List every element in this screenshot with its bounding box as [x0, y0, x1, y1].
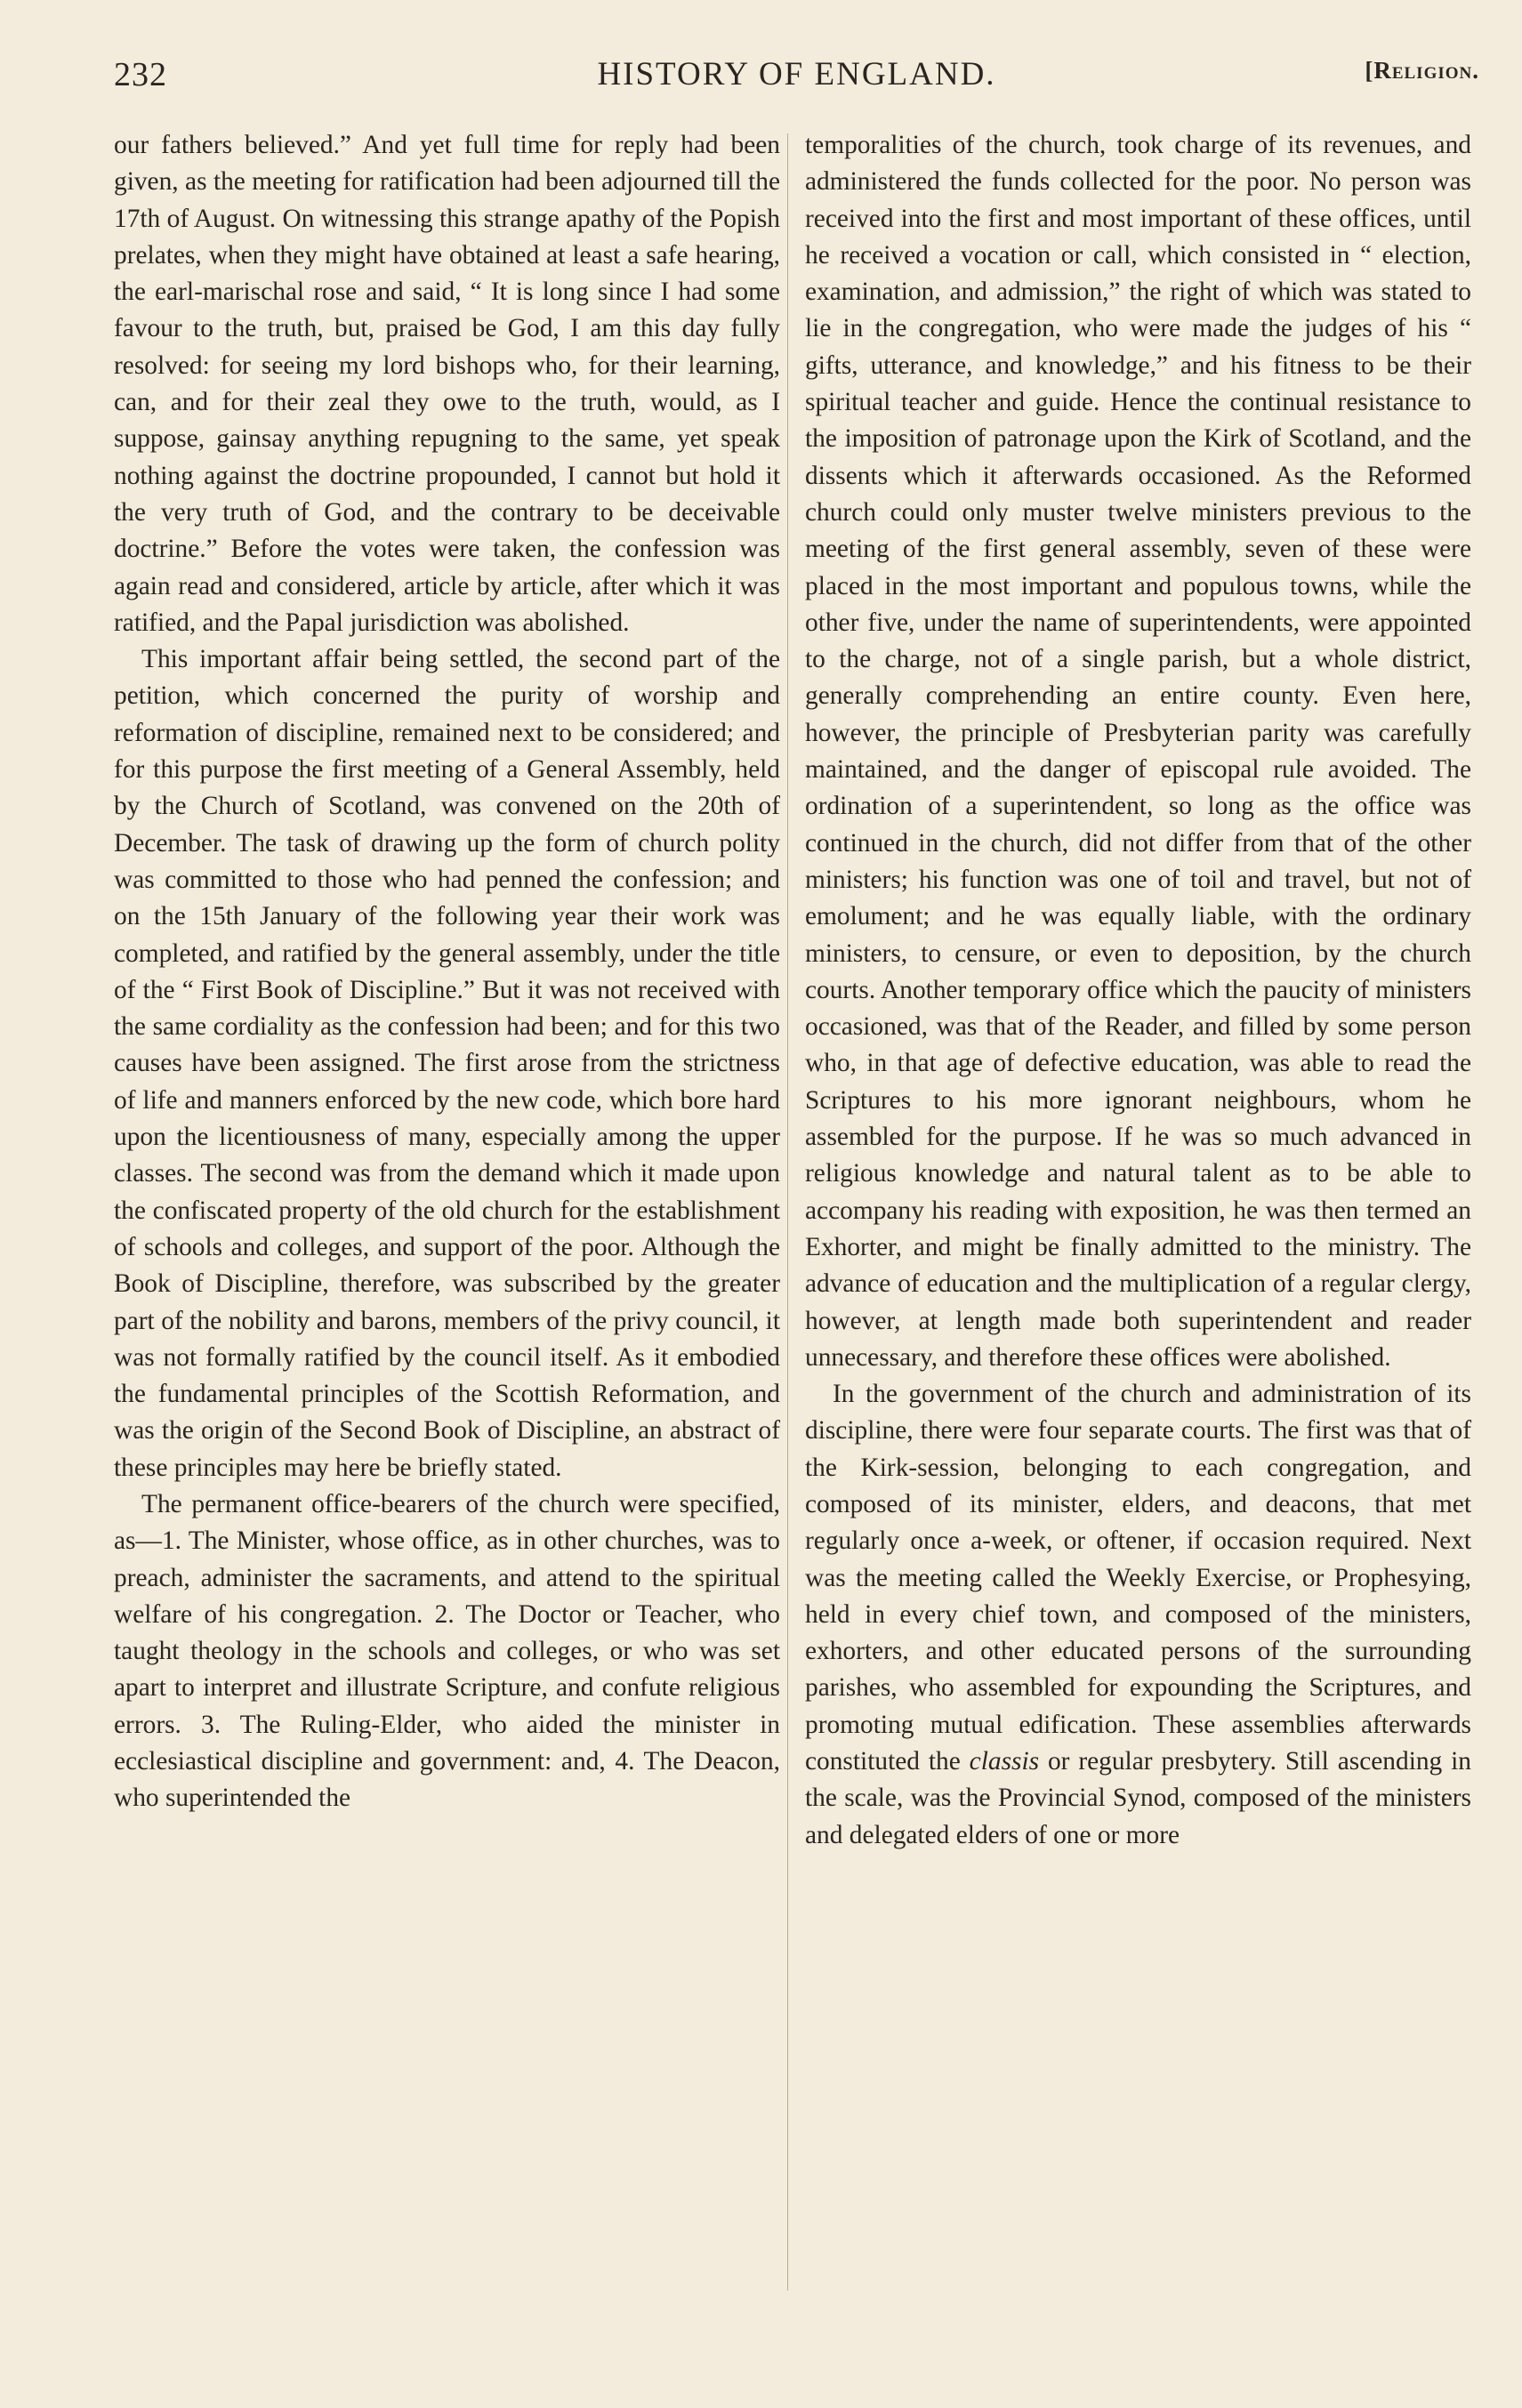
page-header [114, 55, 1479, 109]
paragraph [805, 1376, 1471, 1854]
paragraph: The permanent office-bearers of the church were specified, as—1. The Minister, whose office, as in other churches, was to preach, administer the sacraments, and attend to the spiritual welfare of his congregation. 2. The Doctor or Teacher, who taught theology in the schools and colleges, or who was set apart to interpret and illustrate Scripture, and confute religious errors. 3. The Ruling-Elder, who aided the minister in ecclesiastical discipline and government: and, 4. The Deacon, who superintended the [114, 1489, 780, 1813]
paragraph: This important affair being settled, the second part of the petition, which concerned the purity of worship and reformation of discipline, remained next to be considered; and for this purpose the first meeting of a General Assembly, held by the Church of Scotland, was convened on the 20th of December. The task of drawing up the form of church polity was committed to those who had penned the confession; and on the 15th January of the following year their work was completed, and ratified by the general assembly, under the title of the “ First Book of Discipline.” But it was not received with the same cordiality as the confession had been; and for this two causes have been assigned. The first arose from the strictness of life and manners enforced by the new code, which bore hard upon the licentiousness of many, especially among the upper classes. The second was from the demand which it made upon the confiscated property of the old church for the establishment of schools and colleges, and support of the poor. Although the Book of Discipline, therefore, was subscribed by the greater part of the nobility and barons, members of the privy council, it was not formally ratified by the council itself. As it embodied the fundamental principles of the Scottish Reformation, and was the origin of the Second Book of Discipline, an abstract of these principles may here be briefly stated. [114, 645, 780, 1482]
running-title: HISTORY OF ENGLAND. [597, 56, 996, 93]
section-label: [Religion. [1365, 57, 1479, 84]
paragraph: our fathers believed.” And yet full time for reply had been given, as the meeting for ratification had been adjourned till the 17th of August. On witnessing this strange apathy of the Popish prelates, when they might have obtained at least a safe hearing, the earl-marischal rose and said, “ It is long since I had some favour to the truth, but, praised be God, I am this day fully resolved: for seeing my lord bishops who, for their learning, can, and for their zeal they owe to the truth, would, as I suppose, gainsay anything repugning to the same, yet speak nothing against the doctrine propounded, I cannot but hold it the very truth of God, and the contrary to be deceivable doctrine.” Before the votes were taken, the confession was again read and considered, article by article, after which it was ratified, and the Papal jurisdiction was abolished. [114, 131, 780, 637]
paragraph-text: In the government of the church and administration of its discipline, there were four separate courts. The first was that of the Kirk-session, belonging to each congregation, and composed of its minister, elders, and deacons, that met regularly once a-week, or oftener, if occasion required. Next was the meeting called the Weekly Exercise, or Prophesying, held in every chief town, and composed of the ministers, exhorters, and other educated persons of the surrounding parishes, who assembled for expounding the Scriptures, and promoting mutual edification. These assemblies afterwards constituted the [805, 1380, 1471, 1776]
page-number: 232 [114, 56, 167, 93]
paragraph-text: or regular presbytery. Still ascending in the scale, was the Provincial Synod, composed of the ministers and delegated elders of one or more [805, 1747, 1471, 1849]
left-column [114, 127, 780, 1817]
right-column [805, 127, 1471, 1854]
italic-term: classis [969, 1747, 1040, 1776]
paragraph: temporalities of the church, took charge of its revenues, and administered the funds collected for the poor. No person was received into the first and most important of these offices, until he received a vocation or call, which consisted in “ election, examination, and admission,” the right of which was stated to lie in the congregation, who were made the judges of his “ gifts, utterance, and knowledge,” and his fitness to be their spiritual teacher and guide. Hence the continual resistance to the imposition of patronage upon the Kirk of Scotland, and the dissents which it afterwards occasioned. As the Reformed church could only muster twelve ministers previous to the meeting of the first general assembly, seven of these were placed in the most important and populous towns, while the other five, under the name of superintendents, were appointed to the charge, not of a single parish, but a whole district, generally comprehending an entire county. Even here, however, the principle of Presbyterian parity was carefully maintained, and the danger of episcopal rule avoided. The ordination of a superintendent, so long as the office was continued in the church, did not differ from that of the other ministers; his function was one of toil and travel, but not of emolument; and he was equally liable, with the ordinary ministers, to censure, or even to deposition, by the church courts. Another temporary office which the paucity of ministers occasioned, was that of the Reader, and filled by some person who, in that age of defective education, was able to read the Scriptures to his more ignorant neighbours, whom he assembled for the purpose. If he was so much advanced in religious knowledge and natural talent as to be able to accompany his reading with exposition, he was then termed an Exhorter, and might be finally admitted to the ministry. The advance of education and the multiplication of a regular clergy, however, at length made both superintendent and reader unnecessary, and therefore these offices were abolished. [805, 131, 1471, 1372]
column-divider [787, 133, 788, 2291]
